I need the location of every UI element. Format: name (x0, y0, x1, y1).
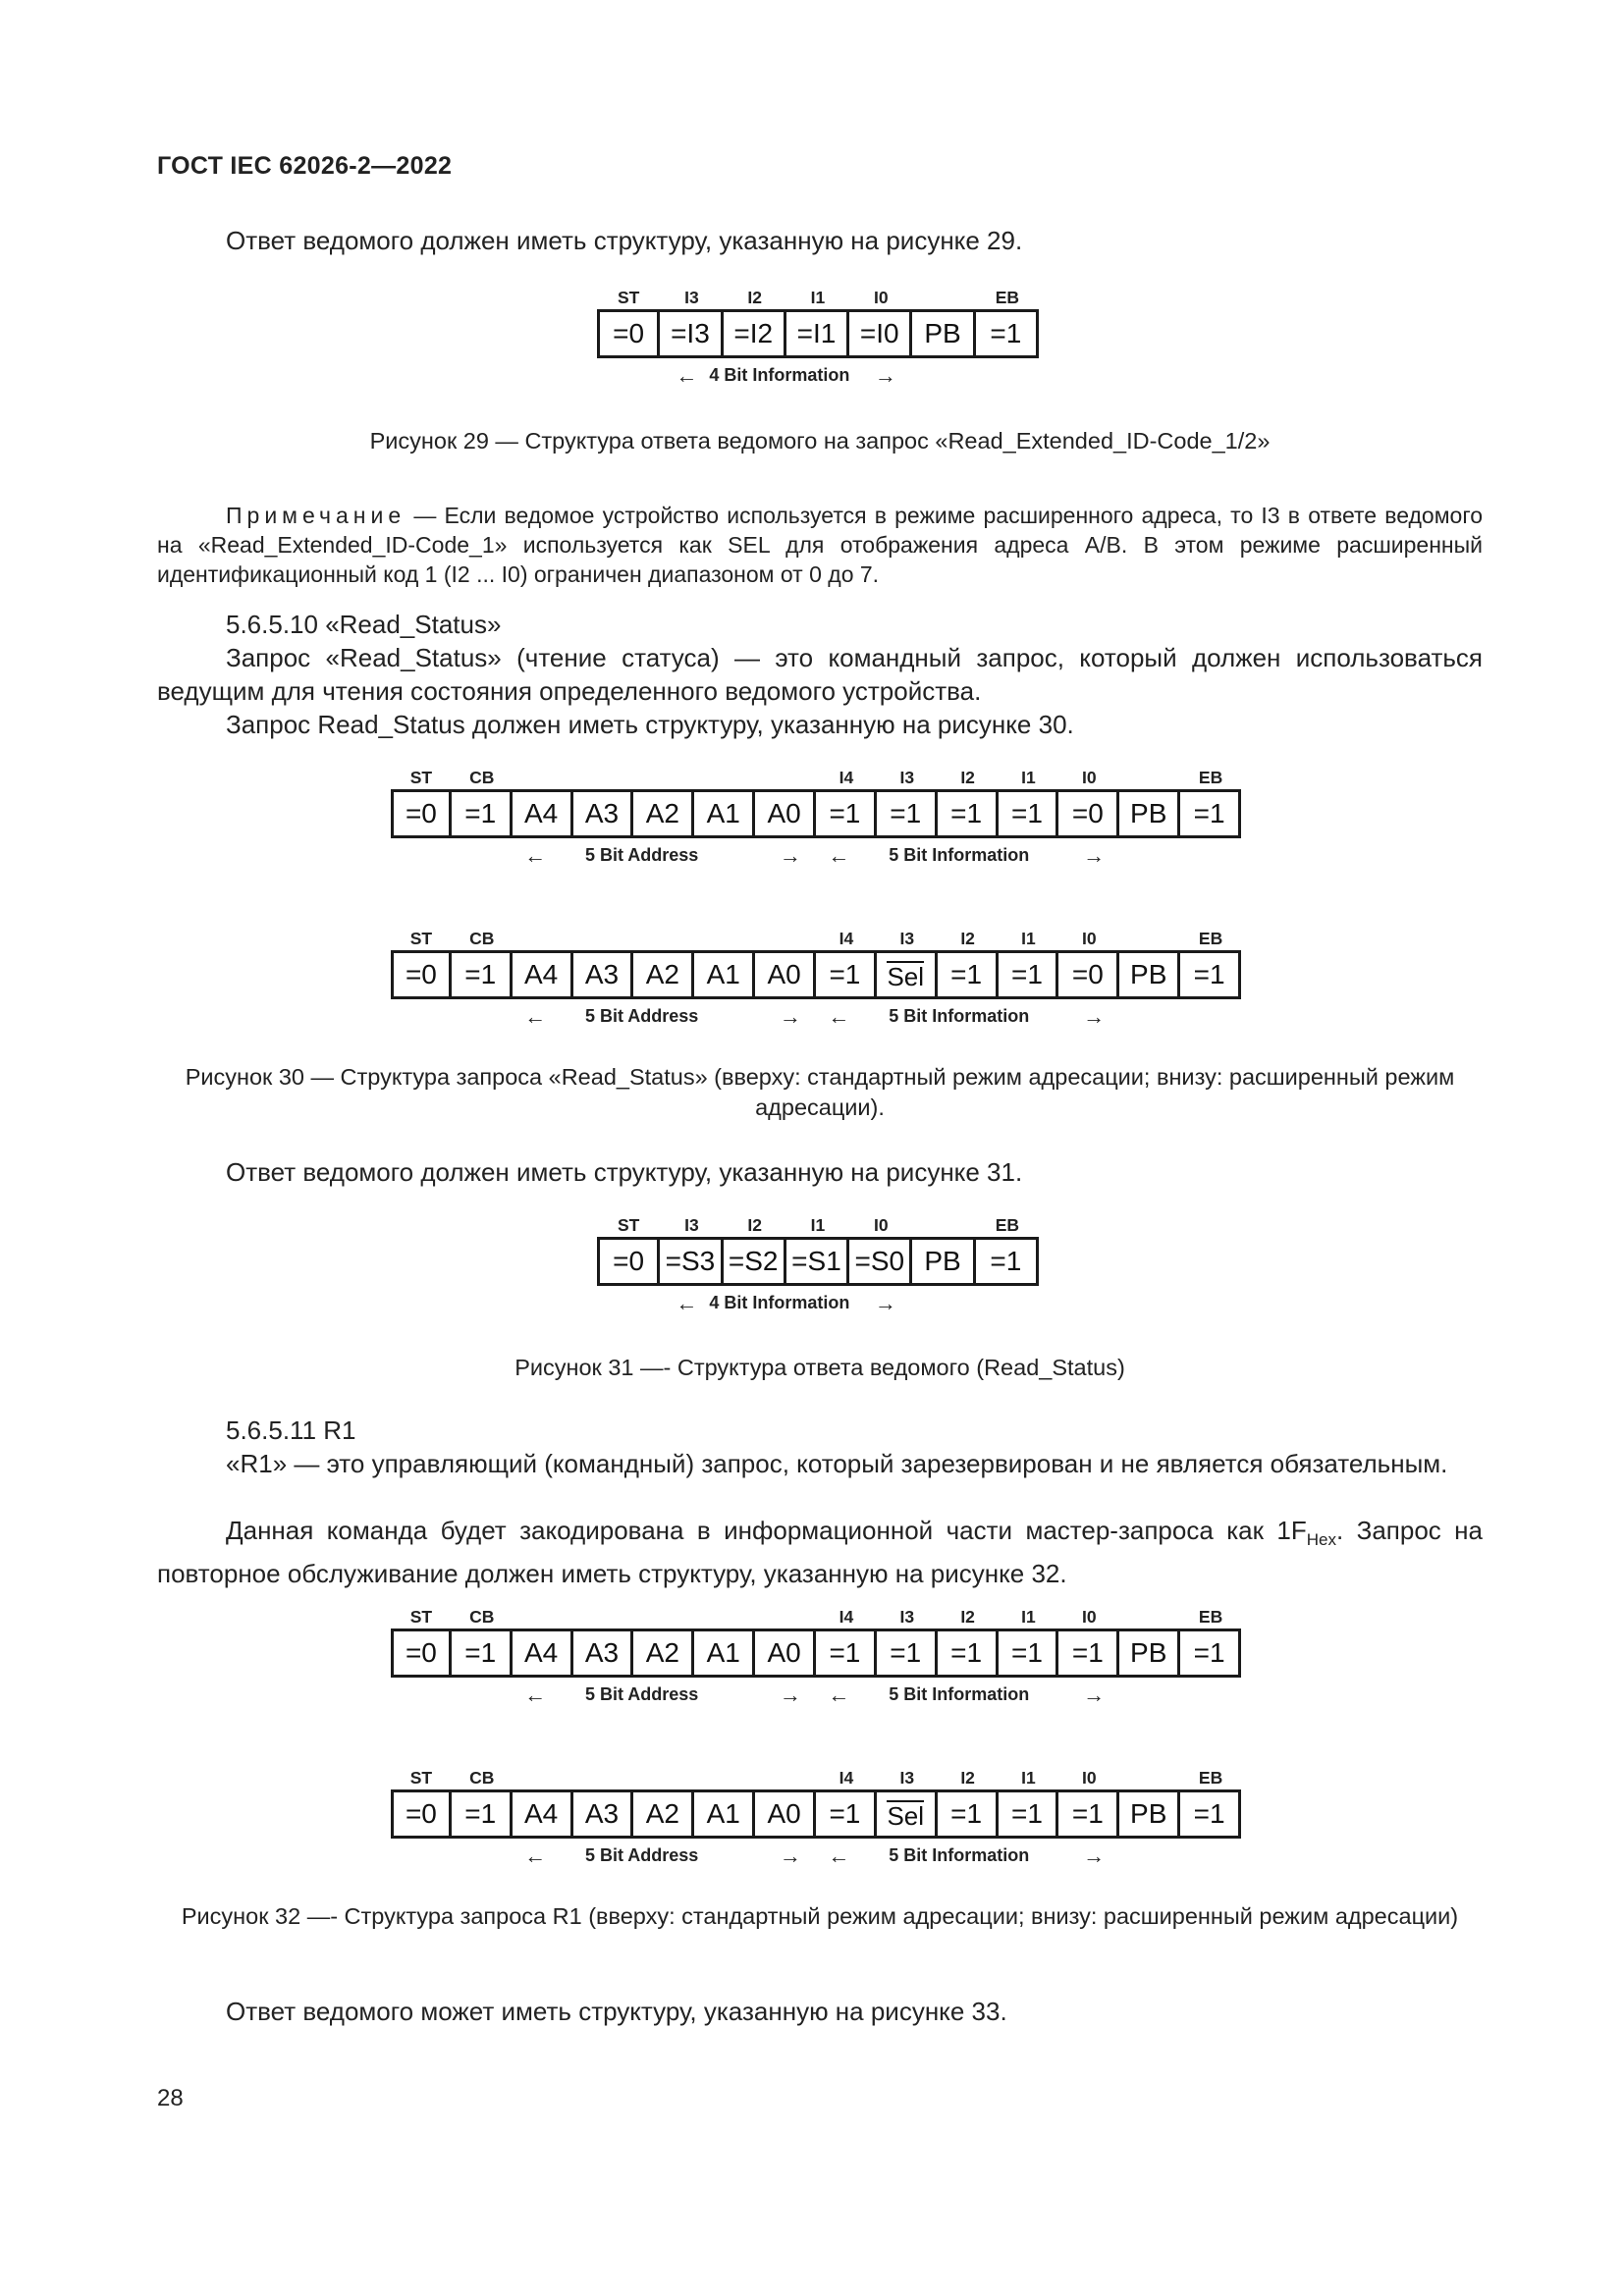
bit-cell (1058, 1789, 1119, 1839)
bit-cell (1180, 950, 1241, 999)
paragraph-read-status-2: Запрос Read_Status должен иметь структуру, указанную на рисунке 30. (226, 710, 1074, 739)
bit-cell (755, 789, 816, 838)
arrow-right-icon: → (1083, 1843, 1106, 1868)
bit-cell (912, 1237, 975, 1286)
bit-cell (1058, 1629, 1119, 1678)
figure-30-caption: Рисунок 30 — Структура запроса «Read_Status» (вверху: стандартный режим адресации; внизу: расширенный режим адресации). (185, 1064, 1455, 1120)
arrow-left-icon: ← (524, 843, 547, 868)
arrow-right-icon: → (779, 1843, 801, 1868)
bit-label: CB (469, 1607, 495, 1627)
bit-cell-value: A2 (645, 959, 679, 989)
arrow-left-icon: ← (828, 1004, 850, 1029)
bit-cell-value: PB (1130, 959, 1167, 989)
bit-cell-value: =1 (990, 1246, 1022, 1276)
paragraph-r1-2 (157, 1514, 1483, 1590)
arrow-right-icon: → (779, 1682, 801, 1707)
range-label: 5 Bit Address (584, 1684, 699, 1704)
bit-cell (660, 309, 723, 358)
diagram-bit-labels (391, 1768, 1241, 1789)
bit-label: I4 (839, 1607, 854, 1627)
diagram-range-labels (391, 1006, 1241, 1030)
range-label: 5 Bit Information (889, 1845, 1030, 1865)
bit-cell-value: =1 (990, 318, 1022, 348)
arrow-right-icon: → (1083, 1004, 1106, 1029)
hex-subscript: Hex (1306, 1530, 1336, 1549)
bit-cell-value: =0 (405, 959, 437, 989)
diagram-bit-labels (391, 1607, 1241, 1629)
bit-cell-value: A0 (767, 798, 801, 828)
bit-cell-value: A2 (645, 1637, 679, 1668)
bit-cell-value: =1 (950, 798, 983, 828)
bit-cell (724, 309, 786, 358)
bit-cell (513, 950, 573, 999)
bit-cell (513, 1789, 573, 1839)
bit-cell-value: A0 (767, 1637, 801, 1668)
bit-cell (755, 1789, 816, 1839)
bit-cell-value: =S1 (791, 1246, 841, 1276)
bit-label: ST (409, 929, 433, 948)
bit-cell (816, 950, 877, 999)
bit-cell (1180, 1789, 1241, 1839)
bit-cell-value: =1 (950, 1637, 983, 1668)
bit-cell (849, 309, 912, 358)
diagram-range-labels (597, 1293, 1039, 1316)
bit-label: I0 (1082, 1607, 1097, 1627)
bit-cell (597, 309, 660, 358)
bit-cell-value: A2 (645, 798, 679, 828)
bit-cell-value (880, 1794, 932, 1834)
paragraph-r1-2-part-a: Данная команда будет закодирована в информационной части мастер-запроса как 1F (226, 1516, 1307, 1545)
bit-label: EB (1198, 1607, 1223, 1627)
paragraph-r1-1: «R1» — это управляющий (командный) запрос, который зарезервирован и не является обязательным. (226, 1449, 1448, 1478)
bit-label: I1 (810, 288, 826, 307)
bit-cell-value: =I2 (733, 318, 774, 348)
bit-label: I3 (899, 1768, 915, 1788)
section-5-6-5-11-heading: 5.6.5.11 R1 (226, 1415, 356, 1445)
bit-cell-value: =0 (613, 318, 645, 348)
bit-cell (633, 1629, 694, 1678)
paragraph-fig29-intro: Ответ ведомого должен иметь структуру, указанную на рисунке 29. (226, 226, 1023, 255)
arrow-left-icon: ← (524, 1682, 547, 1707)
bit-label: EB (995, 288, 1019, 307)
paragraph-fig31-intro: Ответ ведомого должен иметь структуру, указанную на рисунке 31. (226, 1157, 1023, 1187)
bit-cell (452, 1789, 513, 1839)
figure-32-top-diagram (391, 1607, 1241, 1715)
bit-cell (938, 1789, 999, 1839)
bit-cell (786, 309, 849, 358)
bit-label: I4 (839, 929, 854, 948)
figure-29-caption: Рисунок 29 — Структура ответа ведомого на запрос «Read_Extended_ID-Code_1/2» (369, 428, 1271, 454)
diagram-bit-labels (597, 1215, 1039, 1237)
diagram-bit-cells (597, 1237, 1039, 1286)
bit-label: I0 (873, 1215, 889, 1235)
bit-label: I1 (1021, 768, 1036, 787)
bit-cell-value: A3 (584, 1798, 620, 1829)
bit-cell (513, 1629, 573, 1678)
bit-cell (877, 950, 938, 999)
bit-cell-value: PB (924, 318, 961, 348)
bit-label: I3 (899, 929, 915, 948)
bit-label: I2 (960, 1768, 975, 1788)
bit-cell (1180, 1629, 1241, 1678)
bit-cell (573, 789, 634, 838)
bit-label: I1 (1021, 1607, 1036, 1627)
bit-cell (999, 789, 1059, 838)
bit-label: I3 (684, 288, 699, 307)
figure-29-diagram (597, 288, 1039, 396)
arrow-right-icon: → (779, 843, 801, 868)
bit-label: I1 (810, 1215, 826, 1235)
bit-cell-value: =1 (1011, 1637, 1043, 1668)
bit-cell-value: =1 (1193, 1637, 1225, 1668)
range-label: 5 Bit Address (584, 1006, 699, 1026)
bit-cell (999, 1629, 1059, 1678)
bit-cell-value: A0 (767, 959, 801, 989)
bit-cell-value: =1 (1011, 798, 1043, 828)
bit-cell (1119, 1789, 1180, 1839)
range-label: 4 Bit Information (709, 365, 850, 385)
document-header: ГОСТ IEC 62026-2—2022 (157, 152, 453, 180)
range-label: 5 Bit Address (584, 845, 699, 865)
bit-cell-value: PB (1130, 1798, 1167, 1829)
bit-label: CB (469, 768, 495, 787)
bit-label: ST (409, 768, 433, 787)
bit-cell (452, 789, 513, 838)
bit-cell (877, 789, 938, 838)
figure-31-diagram (597, 1215, 1039, 1323)
arrow-left-icon: ← (828, 843, 850, 868)
bit-cell (786, 1237, 849, 1286)
bit-cell-value: =S0 (854, 1246, 905, 1276)
section-5-6-5-10-heading: 5.6.5.10 «Read_Status» (226, 610, 502, 639)
bit-label: ST (617, 288, 640, 307)
diagram-bit-labels (391, 929, 1241, 950)
bit-label: I1 (1021, 929, 1036, 948)
bit-label: EB (1198, 768, 1223, 787)
bit-label: EB (995, 1215, 1019, 1235)
bit-label: I3 (899, 1607, 915, 1627)
paragraph-fig33-intro: Ответ ведомого может иметь структуру, указанную на рисунке 33. (226, 1997, 1007, 2026)
bit-cell (452, 1629, 513, 1678)
bit-cell (391, 1629, 452, 1678)
bit-cell-value: =1 (950, 959, 983, 989)
bit-cell-value: A3 (584, 798, 620, 828)
bit-cell-value: A4 (524, 959, 559, 989)
bit-cell-value: =1 (1071, 1798, 1104, 1829)
bit-cell-value: =1 (1193, 959, 1225, 989)
range-label: 5 Bit Address (584, 1845, 699, 1865)
bit-cell (633, 789, 694, 838)
page-number: 28 (157, 2085, 184, 2111)
figure-30-bottom-diagram (391, 929, 1241, 1037)
bit-cell (694, 789, 755, 838)
bit-cell-value: A1 (706, 1798, 740, 1829)
bit-cell (391, 950, 452, 999)
bit-cell-value: =1 (464, 1637, 497, 1668)
arrow-right-icon: → (779, 1004, 801, 1029)
bit-cell (633, 950, 694, 999)
bit-cell (694, 1789, 755, 1839)
arrow-left-icon: ← (676, 363, 698, 388)
bit-label: I0 (1082, 768, 1097, 787)
bit-cell (877, 1789, 938, 1839)
range-label: 5 Bit Information (889, 1006, 1030, 1026)
bit-cell-value: A4 (524, 1798, 559, 1829)
arrow-right-icon: → (874, 363, 896, 388)
bit-cell-value: =0 (405, 798, 437, 828)
bit-cell-value: A0 (767, 1798, 801, 1829)
bit-cell-value: PB (1130, 1637, 1167, 1668)
bit-cell-value (880, 955, 932, 994)
diagram-bit-cells (391, 950, 1241, 999)
bit-cell (755, 1629, 816, 1678)
bit-cell-value: =1 (1011, 1798, 1043, 1829)
diagram-range-labels (391, 1684, 1241, 1708)
bit-cell (597, 1237, 660, 1286)
figure-32-bottom-diagram (391, 1768, 1241, 1876)
bit-cell-value: A3 (584, 1637, 620, 1668)
bit-cell (999, 1789, 1059, 1839)
bit-cell-value: =1 (1193, 798, 1225, 828)
bit-cell (1119, 950, 1180, 999)
bit-cell (999, 950, 1059, 999)
diagram-bit-labels (597, 288, 1039, 309)
bit-cell-value: =1 (890, 798, 922, 828)
note-paragraph (157, 501, 1483, 589)
bit-cell (755, 950, 816, 999)
bit-cell-value: =S3 (665, 1246, 716, 1276)
bit-cell (877, 1629, 938, 1678)
bit-cell (573, 1789, 634, 1839)
bit-cell-value: =0 (1071, 959, 1104, 989)
diagram-range-labels (391, 845, 1241, 869)
bit-cell (724, 1237, 786, 1286)
diagram-bit-cells (391, 1789, 1241, 1839)
bit-cell (816, 789, 877, 838)
bit-cell-value: =1 (829, 1798, 861, 1829)
bit-cell-value: =I0 (859, 318, 899, 348)
bit-cell-value: =1 (464, 798, 497, 828)
bit-label: ST (409, 1768, 433, 1788)
bit-cell-value: A3 (584, 959, 620, 989)
bit-label: I3 (684, 1215, 699, 1235)
bit-cell (912, 309, 975, 358)
bit-cell (391, 1789, 452, 1839)
bit-cell-value: =0 (405, 1798, 437, 1829)
bit-cell (816, 1789, 877, 1839)
bit-cell (1058, 950, 1119, 999)
bit-cell-value: A1 (706, 1637, 740, 1668)
range-label: 5 Bit Information (889, 1684, 1030, 1704)
bit-cell (938, 950, 999, 999)
bit-cell-value: =1 (829, 959, 861, 989)
bit-label: I0 (1082, 1768, 1097, 1788)
bit-cell (633, 1789, 694, 1839)
bit-cell-value: =1 (1011, 959, 1043, 989)
paragraph-read-status-1: Запрос «Read_Status» (чтение статуса) — это командный запрос, который должен использоваться ведущим для чтения состояния определенного ведомого устройства. (157, 643, 1483, 706)
bit-cell-value: A1 (706, 798, 740, 828)
bit-cell (513, 789, 573, 838)
bit-cell-value: =1 (464, 959, 497, 989)
bit-cell (1058, 789, 1119, 838)
bit-cell (573, 950, 634, 999)
paragraph-r1-2-part-b: . Запрос на повторное обслуживание должен иметь структуру, указанную на рисунке 32. (157, 1516, 1483, 1588)
bit-cell-value: =0 (405, 1637, 437, 1668)
bit-cell-value: =1 (950, 1798, 983, 1829)
bit-label: ST (617, 1215, 640, 1235)
arrow-right-icon: → (1083, 843, 1106, 868)
bit-label: EB (1198, 929, 1223, 948)
bit-cell-value: =0 (613, 1246, 645, 1276)
note-text: — Если ведомое устройство используется в режиме расширенного адреса, то I3 в ответе ведомого на «Read_Extended_ID-Code_1» используется как SEL для отображения адреса A/B. В этом режиме расширенный идентификационный код 1 (I2 ... I0) ограничен диапазоном от 0 до 7. (157, 503, 1483, 587)
bit-cell-value: =1 (464, 1798, 497, 1829)
sel-overline-value: Sel (887, 1800, 925, 1831)
bit-cell (849, 1237, 912, 1286)
bit-cell-value: A4 (524, 1637, 559, 1668)
bit-cell (976, 309, 1039, 358)
bit-cell-value: =S2 (728, 1246, 779, 1276)
arrow-left-icon: ← (828, 1843, 850, 1868)
bit-label: CB (469, 929, 495, 948)
figure-30-top-diagram (391, 768, 1241, 876)
bit-cell (938, 789, 999, 838)
bit-cell-value: =I3 (671, 318, 710, 348)
arrow-left-icon: ← (524, 1004, 547, 1029)
bit-label: I2 (747, 1215, 762, 1235)
bit-label: I0 (873, 288, 889, 307)
bit-label: I1 (1021, 1768, 1036, 1788)
arrow-right-icon: → (1083, 1682, 1106, 1707)
diagram-bit-labels (391, 768, 1241, 789)
bit-cell (938, 1629, 999, 1678)
bit-cell-value: =0 (1071, 798, 1104, 828)
bit-cell (694, 1629, 755, 1678)
bit-label: EB (1198, 1768, 1223, 1788)
bit-cell-value: PB (1130, 798, 1167, 828)
bit-cell (391, 789, 452, 838)
bit-cell-value: =I1 (796, 318, 837, 348)
note-label: Примечание (226, 503, 406, 528)
arrow-left-icon: ← (828, 1682, 850, 1707)
bit-cell (452, 950, 513, 999)
bit-cell-value: =1 (890, 1637, 922, 1668)
bit-label: I2 (960, 768, 975, 787)
bit-cell (573, 1629, 634, 1678)
figure-32-caption: Рисунок 32 —- Структура запроса R1 (вверху: стандартный режим адресации; внизу: расширенный режим адресации) (181, 1903, 1459, 1929)
sel-overline-value: Sel (887, 961, 925, 991)
bit-cell-value: =1 (1071, 1637, 1104, 1668)
bit-label: I2 (960, 1607, 975, 1627)
bit-cell-value: PB (924, 1246, 961, 1276)
figure-31-caption: Рисунок 31 —- Структура ответа ведомого (Read_Status) (514, 1355, 1125, 1380)
bit-cell (1119, 1629, 1180, 1678)
bit-label: I0 (1082, 929, 1097, 948)
bit-label: I2 (747, 288, 762, 307)
arrow-left-icon: ← (524, 1843, 547, 1868)
arrow-right-icon: → (874, 1291, 896, 1315)
range-label: 4 Bit Information (709, 1293, 850, 1312)
bit-cell-value: =1 (829, 1637, 861, 1668)
bit-cell (1180, 789, 1241, 838)
bit-label: CB (469, 1768, 495, 1788)
diagram-bit-cells (391, 789, 1241, 838)
bit-label: ST (409, 1607, 433, 1627)
bit-cell (660, 1237, 723, 1286)
bit-cell (816, 1629, 877, 1678)
diagram-bit-cells (597, 309, 1039, 358)
bit-label: I2 (960, 929, 975, 948)
bit-label: I3 (899, 768, 915, 787)
bit-cell-value: A4 (524, 798, 559, 828)
range-label: 5 Bit Information (889, 845, 1030, 865)
bit-cell-value: A1 (706, 959, 740, 989)
diagram-range-labels (391, 1845, 1241, 1869)
arrow-left-icon: ← (676, 1291, 698, 1315)
bit-cell-value: =1 (1193, 1798, 1225, 1829)
bit-cell-value: =1 (829, 798, 861, 828)
bit-label: I4 (839, 768, 854, 787)
bit-cell (976, 1237, 1039, 1286)
bit-cell (1119, 789, 1180, 838)
bit-label: I4 (839, 1768, 854, 1788)
bit-cell (694, 950, 755, 999)
bit-cell-value: A2 (645, 1798, 679, 1829)
diagram-bit-cells (391, 1629, 1241, 1678)
diagram-range-labels (597, 365, 1039, 389)
